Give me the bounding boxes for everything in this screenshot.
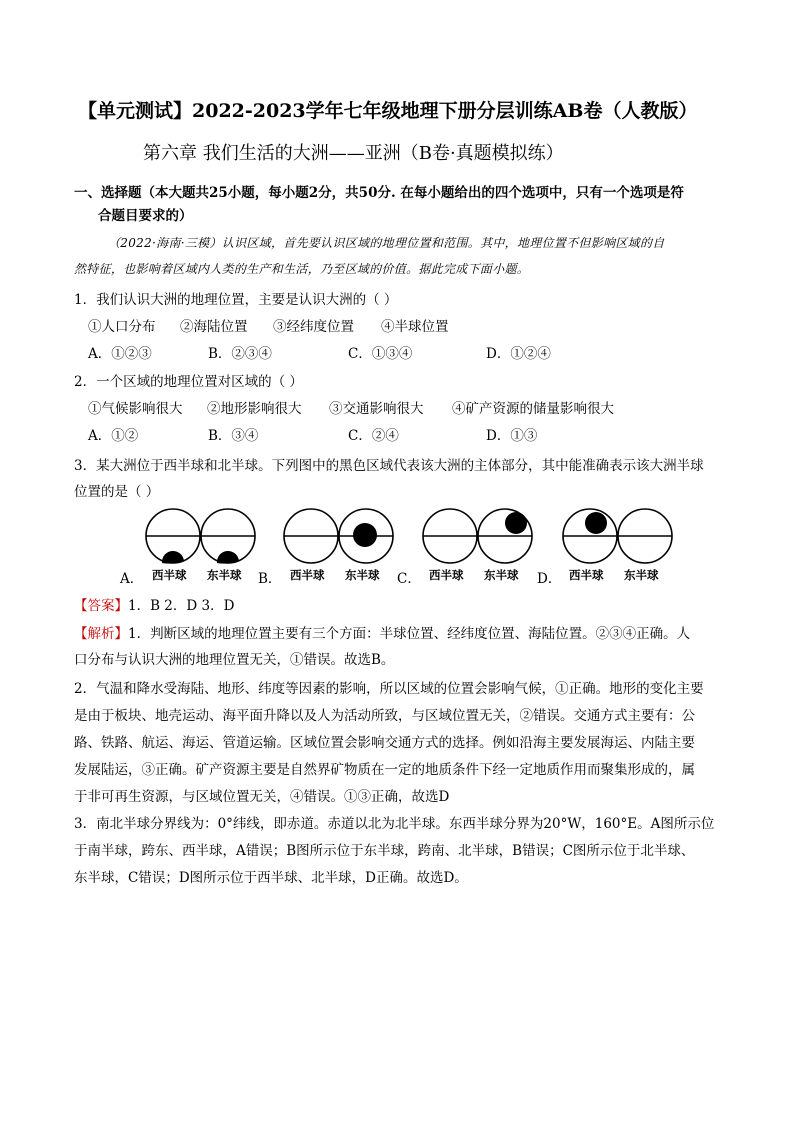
q2-item-2: ②地形影响很大 xyxy=(207,401,302,417)
figure-letter-a[interactable]: A． xyxy=(120,571,144,587)
answer-line xyxy=(74,594,234,614)
q1-item-4: ④半球位置 xyxy=(381,319,449,335)
question-3-stem-cont: 位置的是（ ） xyxy=(74,484,160,500)
answer-label: 【答案】 xyxy=(74,598,128,614)
q2-item-1: ①气候影响很大 xyxy=(88,401,183,417)
q2-choice-b[interactable]: B．③④ xyxy=(208,428,259,444)
q2-choice-c[interactable]: C．②④ xyxy=(348,428,399,444)
question-1-stem: 1．我们认识大洲的地理位置，主要是认识大洲的（ ） xyxy=(74,292,398,308)
page-subtitle: 第六章 我们生活的大洲——亚洲（B卷·真题模拟练） xyxy=(143,143,564,164)
q2-choice-a[interactable]: A．①② xyxy=(88,428,139,444)
q1-item-3: ③经纬度位置 xyxy=(273,319,354,335)
d-east-caption: 东半球 xyxy=(624,568,659,582)
a-west-landmass xyxy=(162,551,184,564)
d-west-landmass xyxy=(585,512,607,534)
analysis-line-3: 2．气温和降水受海陆、地形、纬度等因素的影响，所以区域的位置会影响气候，①正确。地形的变化主要 xyxy=(74,681,704,697)
q1-choice-b[interactable]: B．②③④ xyxy=(208,346,272,362)
b-east-caption: 东半球 xyxy=(345,568,380,582)
analysis-line-5: 路、铁路、航运、海运、管道运输。区域位置会影响交通方式的选择。例如沿海主要发展海运、内陆主要 xyxy=(74,735,695,751)
analysis-line-10: 东半球，C错误；D图所示位于西半球、北半球，D正确。故选D。 xyxy=(74,870,468,886)
analysis-line-2: 口分布与认识大洲的地理位置无关，①错误。故选B。 xyxy=(74,652,395,668)
section-heading: 一、选择题（本大题共25小题，每小题2分，共50分. 在每小题给出的四个选项中，只有一个选项是符 xyxy=(74,185,684,201)
q1-choice-a[interactable]: A．①②③ xyxy=(88,346,152,362)
a-east-landmass xyxy=(217,551,239,564)
q1-item-1: ①人口分布 xyxy=(88,319,156,335)
analysis-line-4: 是由于板块、地壳运动、海平面升降以及人为活动所致，与区域位置无关，②错误。交通方式主要有：公 xyxy=(74,708,695,724)
analysis-line-6: 发展陆运，③正确。矿产资源主要是自然界矿物质在一定的地质条件下经一定地质作用而聚集形成的，属 xyxy=(74,762,695,778)
question-2-stem: 2．一个区域的地理位置对区域的（ ） xyxy=(74,374,303,390)
page-title: 【单元测试】2022-2023学年七年级地理下册分层训练AB卷（人教版） xyxy=(78,100,698,122)
answer-text: 1．B 2．D 3．D xyxy=(128,598,235,614)
passage-line-2: 然特征，也影响着区域内人类的生产和生活，乃至区域的价值。据此完成下面小题。 xyxy=(74,262,530,276)
a-east-caption: 东半球 xyxy=(207,568,242,582)
question-3-stem: 3．某大洲位于西半球和北半球。下列图中的黑色区域代表该大洲的主体部分，其中能准确表示该大洲半球 xyxy=(74,458,704,474)
figure-letter-d[interactable]: D． xyxy=(537,571,562,587)
section-heading-cont: 合题目要求的） xyxy=(98,208,193,224)
analysis-line-1 xyxy=(74,622,690,642)
analysis-line-9: 于南半球，跨东、西半球，A错误；B图所示位于东半球，跨南、北半球，B错误；C图所示位于北半球、 xyxy=(74,843,695,859)
q1-choice-d[interactable]: D．①②④ xyxy=(486,346,551,362)
c-east-caption: 东半球 xyxy=(484,568,519,582)
q2-item-4: ④矿产资源的储量影响很大 xyxy=(452,401,614,417)
b-east-landmass xyxy=(353,523,377,547)
passage-line-1: （2022·海南·三模）认识区域，首先要认识区域的地理位置和范围。其中，地理位置不但影响区域的自 xyxy=(108,236,665,250)
q2-item-3: ③交通影响很大 xyxy=(329,401,424,417)
q1-choice-c[interactable]: C．①③④ xyxy=(348,346,413,362)
a-west-caption: 西半球 xyxy=(152,568,187,582)
q2-choice-d[interactable]: D．①③ xyxy=(486,428,538,444)
c-east-landmass xyxy=(505,512,527,534)
figure-letter-b[interactable]: B． xyxy=(258,571,282,587)
b-west-caption: 西半球 xyxy=(290,568,325,582)
analysis-line-8: 3．南北半球分界线为：0°纬线，即赤道。赤道以北为北半球。东西半球分界为20°W，160°E。A图所示位 xyxy=(74,816,715,832)
c-west-caption: 西半球 xyxy=(429,568,464,582)
analysis-label: 【解析】 xyxy=(74,626,128,642)
analysis-text-1: 1．判断区域的地理位置主要有三个方面：半球位置、经纬度位置、海陆位置。②③④正确。人 xyxy=(128,626,691,642)
analysis-line-7: 于非可再生资源，与区域位置无关，④错误。①③正确，故选D xyxy=(74,789,450,805)
d-west-caption: 西半球 xyxy=(569,568,604,582)
figure-letter-c[interactable]: C． xyxy=(397,571,421,587)
q1-item-2: ②海陆位置 xyxy=(180,319,248,335)
